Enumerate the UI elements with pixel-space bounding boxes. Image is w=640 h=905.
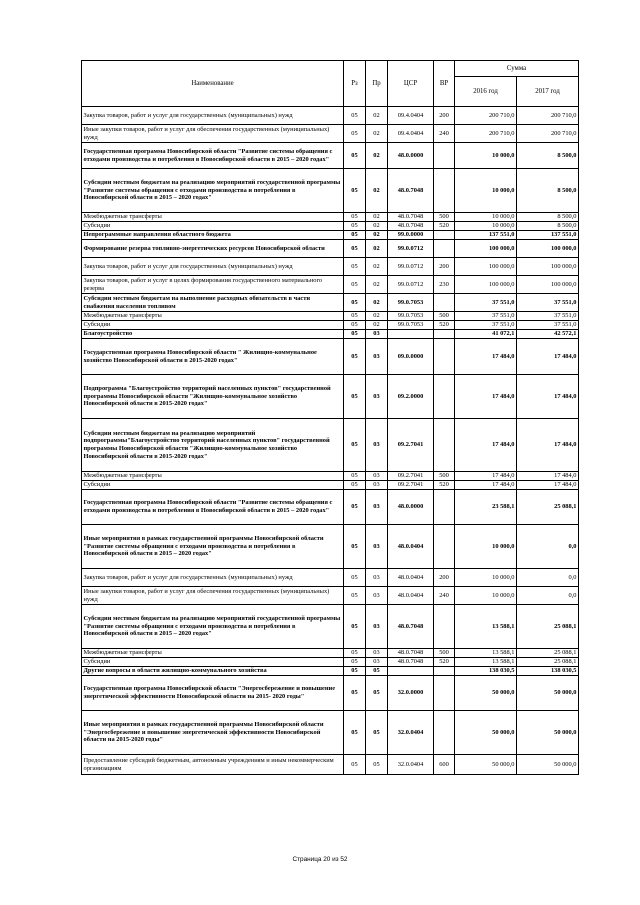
row-rz: 05 [344, 125, 366, 143]
row-amount-2016: 37 551,0 [455, 312, 517, 321]
row-amount-2016: 17 484,0 [455, 339, 517, 375]
row-amount-2017: 37 551,0 [517, 321, 579, 330]
row-rz: 05 [344, 676, 366, 711]
row-amount-2016: 13 588,1 [455, 649, 517, 658]
row-pr: 02 [366, 294, 388, 312]
row-csr: 48.0.0000 [388, 143, 434, 169]
row-amount-2016: 17 484,0 [455, 481, 517, 490]
row-name: Закупка товаров, работ и услуг для государственных (муниципальных) нужд [82, 258, 344, 276]
table-row [82, 658, 579, 667]
row-csr: 99.0.7053 [388, 294, 434, 312]
row-vr: 500 [434, 649, 455, 658]
row-name: Государственная программа Новосибирской области " Жилищно-коммунальное хозяйство Новосибирской области в 2015-2020 годах" [82, 339, 344, 375]
row-amount-2016: 13 588,1 [455, 658, 517, 667]
row-rz: 05 [344, 375, 366, 419]
row-vr [434, 375, 455, 419]
row-vr: 520 [434, 321, 455, 330]
header-csr: ЦСР [388, 61, 434, 107]
table-row [82, 472, 579, 481]
row-vr [434, 605, 455, 649]
row-rz: 05 [344, 276, 366, 294]
row-name: Иные закупки товаров, работ и услуг для обеспечения государственных (муниципальных) нужд [82, 587, 344, 605]
row-rz: 05 [344, 258, 366, 276]
row-csr: 09.2.7041 [388, 419, 434, 472]
row-vr [434, 294, 455, 312]
row-rz: 05 [344, 667, 366, 676]
row-amount-2017: 200 710,0 [517, 107, 579, 125]
table-row [82, 711, 579, 755]
row-amount-2017: 100 000,0 [517, 240, 579, 258]
row-name: Субсидии [82, 321, 344, 330]
header-year-2016: 2016 год [455, 77, 517, 107]
row-amount-2016: 100 000,0 [455, 240, 517, 258]
row-amount-2016: 137 551,0 [455, 231, 517, 240]
page-number: Страница 20 из 52 [292, 856, 348, 863]
row-name: Субсидии местным бюджетам на выполнение расходных обязательств в части снабжения населения топливом [82, 294, 344, 312]
row-pr: 03 [366, 419, 388, 472]
row-pr: 02 [366, 312, 388, 321]
row-rz: 05 [344, 658, 366, 667]
row-pr: 02 [366, 222, 388, 231]
row-amount-2017: 50 000,0 [517, 755, 579, 775]
row-name: Субсидии [82, 658, 344, 667]
row-pr: 03 [366, 587, 388, 605]
row-amount-2017: 17 484,0 [517, 375, 579, 419]
row-amount-2016: 37 551,0 [455, 321, 517, 330]
row-vr: 230 [434, 276, 455, 294]
table-row [82, 213, 579, 222]
row-pr: 02 [366, 231, 388, 240]
row-pr: 03 [366, 525, 388, 569]
row-vr [434, 231, 455, 240]
row-csr: 48.0.7048 [388, 658, 434, 667]
row-rz: 05 [344, 107, 366, 125]
row-pr: 02 [366, 240, 388, 258]
row-csr: 99.0.7053 [388, 312, 434, 321]
row-amount-2017: 37 551,0 [517, 312, 579, 321]
row-amount-2016: 10 000,0 [455, 525, 517, 569]
row-rz: 05 [344, 419, 366, 472]
row-vr [434, 330, 455, 339]
row-amount-2016: 10 000,0 [455, 222, 517, 231]
row-amount-2016: 100 000,0 [455, 276, 517, 294]
row-amount-2017: 100 000,0 [517, 258, 579, 276]
row-name: Межбюджетные трансферты [82, 472, 344, 481]
row-csr: 48.0.7048 [388, 605, 434, 649]
row-rz: 05 [344, 169, 366, 213]
row-name: Закупка товаров, работ и услуг для государственных (муниципальных) нужд [82, 569, 344, 587]
row-rz: 05 [344, 213, 366, 222]
row-csr: 48.0.7048 [388, 649, 434, 658]
table-row [82, 569, 579, 587]
table-row [82, 667, 579, 676]
row-pr: 03 [366, 490, 388, 525]
row-amount-2017: 37 551,0 [517, 294, 579, 312]
row-amount-2017: 17 484,0 [517, 481, 579, 490]
row-csr: 48.0.7048 [388, 222, 434, 231]
row-vr: 240 [434, 125, 455, 143]
row-pr: 03 [366, 330, 388, 339]
row-csr: 09.2.7041 [388, 472, 434, 481]
row-csr: 48.0.0404 [388, 525, 434, 569]
table-row [82, 222, 579, 231]
row-amount-2016: 37 551,0 [455, 294, 517, 312]
row-pr: 03 [366, 375, 388, 419]
row-amount-2016: 17 484,0 [455, 472, 517, 481]
row-pr: 02 [366, 213, 388, 222]
row-csr: 09.2.7041 [388, 481, 434, 490]
table-row [82, 419, 579, 472]
row-amount-2017: 8 500,0 [517, 169, 579, 213]
row-amount-2017: 25 088,1 [517, 490, 579, 525]
row-name: Закупка товаров, работ и услуг для государственных (муниципальных) нужд [82, 107, 344, 125]
row-vr: 500 [434, 472, 455, 481]
row-amount-2016: 41 072,1 [455, 330, 517, 339]
table-row [82, 312, 579, 321]
row-vr [434, 339, 455, 375]
row-pr: 03 [366, 658, 388, 667]
row-amount-2016: 50 000,0 [455, 711, 517, 755]
row-vr: 200 [434, 258, 455, 276]
row-rz: 05 [344, 143, 366, 169]
row-amount-2016: 17 484,0 [455, 375, 517, 419]
row-vr [434, 240, 455, 258]
table-row [82, 240, 579, 258]
row-rz: 05 [344, 605, 366, 649]
table-header [82, 61, 579, 107]
row-pr: 05 [366, 711, 388, 755]
row-name: Государственная программа Новосибирской области "Энергосбережение и повышение энергетической эффективности Новосибирской области на 2015- 2020 годы" [82, 676, 344, 711]
row-csr: 48.0.7048 [388, 169, 434, 213]
row-pr: 05 [366, 755, 388, 775]
row-pr: 02 [366, 143, 388, 169]
row-csr: 09.0.0000 [388, 339, 434, 375]
row-amount-2017: 25 088,1 [517, 658, 579, 667]
row-amount-2017: 0,0 [517, 569, 579, 587]
row-pr: 03 [366, 339, 388, 375]
row-csr [388, 667, 434, 676]
table-row [82, 276, 579, 294]
row-csr: 99.0.0712 [388, 240, 434, 258]
row-pr: 03 [366, 605, 388, 649]
row-pr: 02 [366, 125, 388, 143]
row-amount-2017: 17 484,0 [517, 419, 579, 472]
row-csr: 48.0.7048 [388, 213, 434, 222]
row-rz: 05 [344, 312, 366, 321]
row-amount-2016: 200 710,0 [455, 125, 517, 143]
row-csr [388, 330, 434, 339]
row-name: Межбюджетные трансферты [82, 213, 344, 222]
row-amount-2016: 200 710,0 [455, 107, 517, 125]
row-amount-2017: 0,0 [517, 525, 579, 569]
row-csr: 99.0.0000 [388, 231, 434, 240]
row-vr: 600 [434, 755, 455, 775]
row-rz: 05 [344, 587, 366, 605]
table-row [82, 321, 579, 330]
row-amount-2016: 10 000,0 [455, 587, 517, 605]
row-amount-2017: 100 000,0 [517, 276, 579, 294]
row-rz: 05 [344, 231, 366, 240]
row-vr [434, 667, 455, 676]
row-pr: 02 [366, 258, 388, 276]
header-sum: Сумма [455, 61, 579, 77]
row-amount-2017: 138 030,5 [517, 667, 579, 676]
row-amount-2017: 17 484,0 [517, 472, 579, 481]
row-rz: 05 [344, 321, 366, 330]
row-vr [434, 490, 455, 525]
table-row [82, 481, 579, 490]
row-name: Предоставление субсидий бюджетным, автономным учреждениям и иным некоммерческим организациям [82, 755, 344, 775]
row-name: Государственная программа Новосибирской области "Развитие системы обращения с отходами производства и потребления в Новосибирской области в 2015 – 2020 годах" [82, 490, 344, 525]
row-rz: 05 [344, 490, 366, 525]
header-vr: ВР [434, 61, 455, 107]
row-name: Субсидии [82, 222, 344, 231]
row-vr [434, 525, 455, 569]
row-name: Иные закупки товаров, работ и услуг для обеспечения государственных (муниципальных) нужд [82, 125, 344, 143]
row-pr: 05 [366, 676, 388, 711]
row-amount-2017: 137 551,0 [517, 231, 579, 240]
row-amount-2016: 100 000,0 [455, 258, 517, 276]
row-vr: 520 [434, 222, 455, 231]
row-vr [434, 419, 455, 472]
row-vr: 520 [434, 481, 455, 490]
row-rz: 05 [344, 755, 366, 775]
row-amount-2017: 200 710,0 [517, 125, 579, 143]
row-csr: 09.4.0404 [388, 107, 434, 125]
table-row [82, 294, 579, 312]
table-row [82, 169, 579, 213]
budget-table [81, 60, 579, 775]
row-amount-2017: 0,0 [517, 587, 579, 605]
row-amount-2016: 138 030,5 [455, 667, 517, 676]
table-row [82, 258, 579, 276]
table-row [82, 339, 579, 375]
row-rz: 05 [344, 472, 366, 481]
row-csr: 99.0.7053 [388, 321, 434, 330]
table-row [82, 490, 579, 525]
row-amount-2016: 10 000,0 [455, 213, 517, 222]
row-amount-2017: 25 088,1 [517, 605, 579, 649]
table-body [82, 107, 579, 775]
table-row [82, 525, 579, 569]
row-name: Иные мероприятия в рамках государственной программы Новосибирской области "Развитие системы обращения с отходами производства и потребления в Новосибирской области в 2015 – 2020 годах" [82, 525, 344, 569]
row-csr: 99.0.0712 [388, 258, 434, 276]
row-amount-2016: 13 588,1 [455, 605, 517, 649]
table-row [82, 755, 579, 775]
row-amount-2016: 50 000,0 [455, 676, 517, 711]
row-pr: 02 [366, 107, 388, 125]
table-row [82, 676, 579, 711]
row-name: Субсидии местным бюджетам на реализацию мероприятий государственной программы "Развитие системы обращения с отходами производства и потребления в Новосибирской области в 2015 – 2020 годах" [82, 169, 344, 213]
row-csr: 99.0.0712 [388, 276, 434, 294]
header-year-2017: 2017 год [517, 77, 579, 107]
header-rz: Рз [344, 61, 366, 107]
header-name: Наименование [82, 61, 344, 107]
row-rz: 05 [344, 569, 366, 587]
row-csr: 32.0.0404 [388, 711, 434, 755]
row-amount-2016: 10 000,0 [455, 143, 517, 169]
row-name: Межбюджетные трансферты [82, 649, 344, 658]
row-vr: 500 [434, 213, 455, 222]
row-pr: 03 [366, 569, 388, 587]
row-amount-2017: 25 088,1 [517, 649, 579, 658]
row-pr: 03 [366, 472, 388, 481]
row-amount-2017: 42 572,1 [517, 330, 579, 339]
row-name: Иные мероприятия в рамках государственной программы Новосибирской области "Энергосбережение и повышение энергетической эффективности Новосибирской области на 2015-2020 годы" [82, 711, 344, 755]
row-amount-2017: 8 500,0 [517, 213, 579, 222]
table-row [82, 143, 579, 169]
table-row [82, 125, 579, 143]
row-pr: 02 [366, 169, 388, 213]
row-rz: 05 [344, 525, 366, 569]
row-csr: 48.0.0404 [388, 569, 434, 587]
header-pr: Пр [366, 61, 388, 107]
row-name: Межбюджетные трансферты [82, 312, 344, 321]
table-row [82, 231, 579, 240]
row-vr: 240 [434, 587, 455, 605]
table-row [82, 107, 579, 125]
row-rz: 05 [344, 330, 366, 339]
row-amount-2017: 17 484,0 [517, 339, 579, 375]
row-rz: 05 [344, 649, 366, 658]
row-vr: 200 [434, 569, 455, 587]
row-name: Государственная программа Новосибирской области "Развитие системы обращения с отходами производства и потребления в Новосибирской области в 2015 – 2020 годах" [82, 143, 344, 169]
row-csr: 48.0.0404 [388, 587, 434, 605]
row-amount-2016: 17 484,0 [455, 419, 517, 472]
row-rz: 05 [344, 294, 366, 312]
table-row [82, 330, 579, 339]
row-name: Субсидии [82, 481, 344, 490]
row-name: Формирование резерва топливно-энергетических ресурсов Новосибирской области [82, 240, 344, 258]
table-row [82, 649, 579, 658]
row-rz: 05 [344, 240, 366, 258]
row-vr [434, 169, 455, 213]
row-amount-2017: 50 000,0 [517, 676, 579, 711]
row-name: Субсидии местным бюджетам на реализацию мероприятий подпрограммы"Благоустройство территорий населенных пунктов" государственной программы Новосибирской области "Жилищно-коммунальное хозяйство Новосибирской области в 2015-2020 годах" [82, 419, 344, 472]
row-csr: 32.0.0000 [388, 676, 434, 711]
row-rz: 05 [344, 339, 366, 375]
table-row [82, 375, 579, 419]
row-pr: 02 [366, 276, 388, 294]
row-vr [434, 711, 455, 755]
row-pr: 02 [366, 321, 388, 330]
row-name: Другие вопросы в области жилищно-коммунального хозяйства [82, 667, 344, 676]
row-csr: 09.4.0404 [388, 125, 434, 143]
row-rz: 05 [344, 222, 366, 231]
row-name: Закупка товаров, работ и услуг в целях формирования государственного материального резерва [82, 276, 344, 294]
row-vr: 200 [434, 107, 455, 125]
row-pr: 03 [366, 649, 388, 658]
row-amount-2017: 50 000,0 [517, 711, 579, 755]
row-amount-2016: 10 000,0 [455, 169, 517, 213]
row-name: Непрограммные направления областного бюджета [82, 231, 344, 240]
row-name: Подпрограмма "Благоустройство территорий населенных пунктов" государственной программы Новосибирской области "Жилищно-коммунальное хозяйство Новосибирской области в 2015-2020 годах" [82, 375, 344, 419]
row-amount-2016: 23 588,1 [455, 490, 517, 525]
row-csr: 48.0.0000 [388, 490, 434, 525]
row-vr: 500 [434, 312, 455, 321]
row-vr [434, 143, 455, 169]
row-pr: 05 [366, 667, 388, 676]
row-name: Субсидии местным бюджетам на реализацию мероприятий государственной программы "Развитие системы обращения с отходами производства и потребления в Новосибирской области в 2015 – 2020 годах" [82, 605, 344, 649]
row-pr: 03 [366, 481, 388, 490]
row-csr: 09.2.0000 [388, 375, 434, 419]
table-row [82, 587, 579, 605]
row-rz: 05 [344, 711, 366, 755]
row-vr [434, 676, 455, 711]
row-amount-2017: 8 500,0 [517, 222, 579, 231]
row-vr: 520 [434, 658, 455, 667]
row-amount-2017: 8 500,0 [517, 143, 579, 169]
row-name: Благоустройство [82, 330, 344, 339]
row-amount-2016: 10 000,0 [455, 569, 517, 587]
table-row [82, 605, 579, 649]
row-rz: 05 [344, 481, 366, 490]
row-amount-2016: 50 000,0 [455, 755, 517, 775]
row-csr: 32.0.0404 [388, 755, 434, 775]
